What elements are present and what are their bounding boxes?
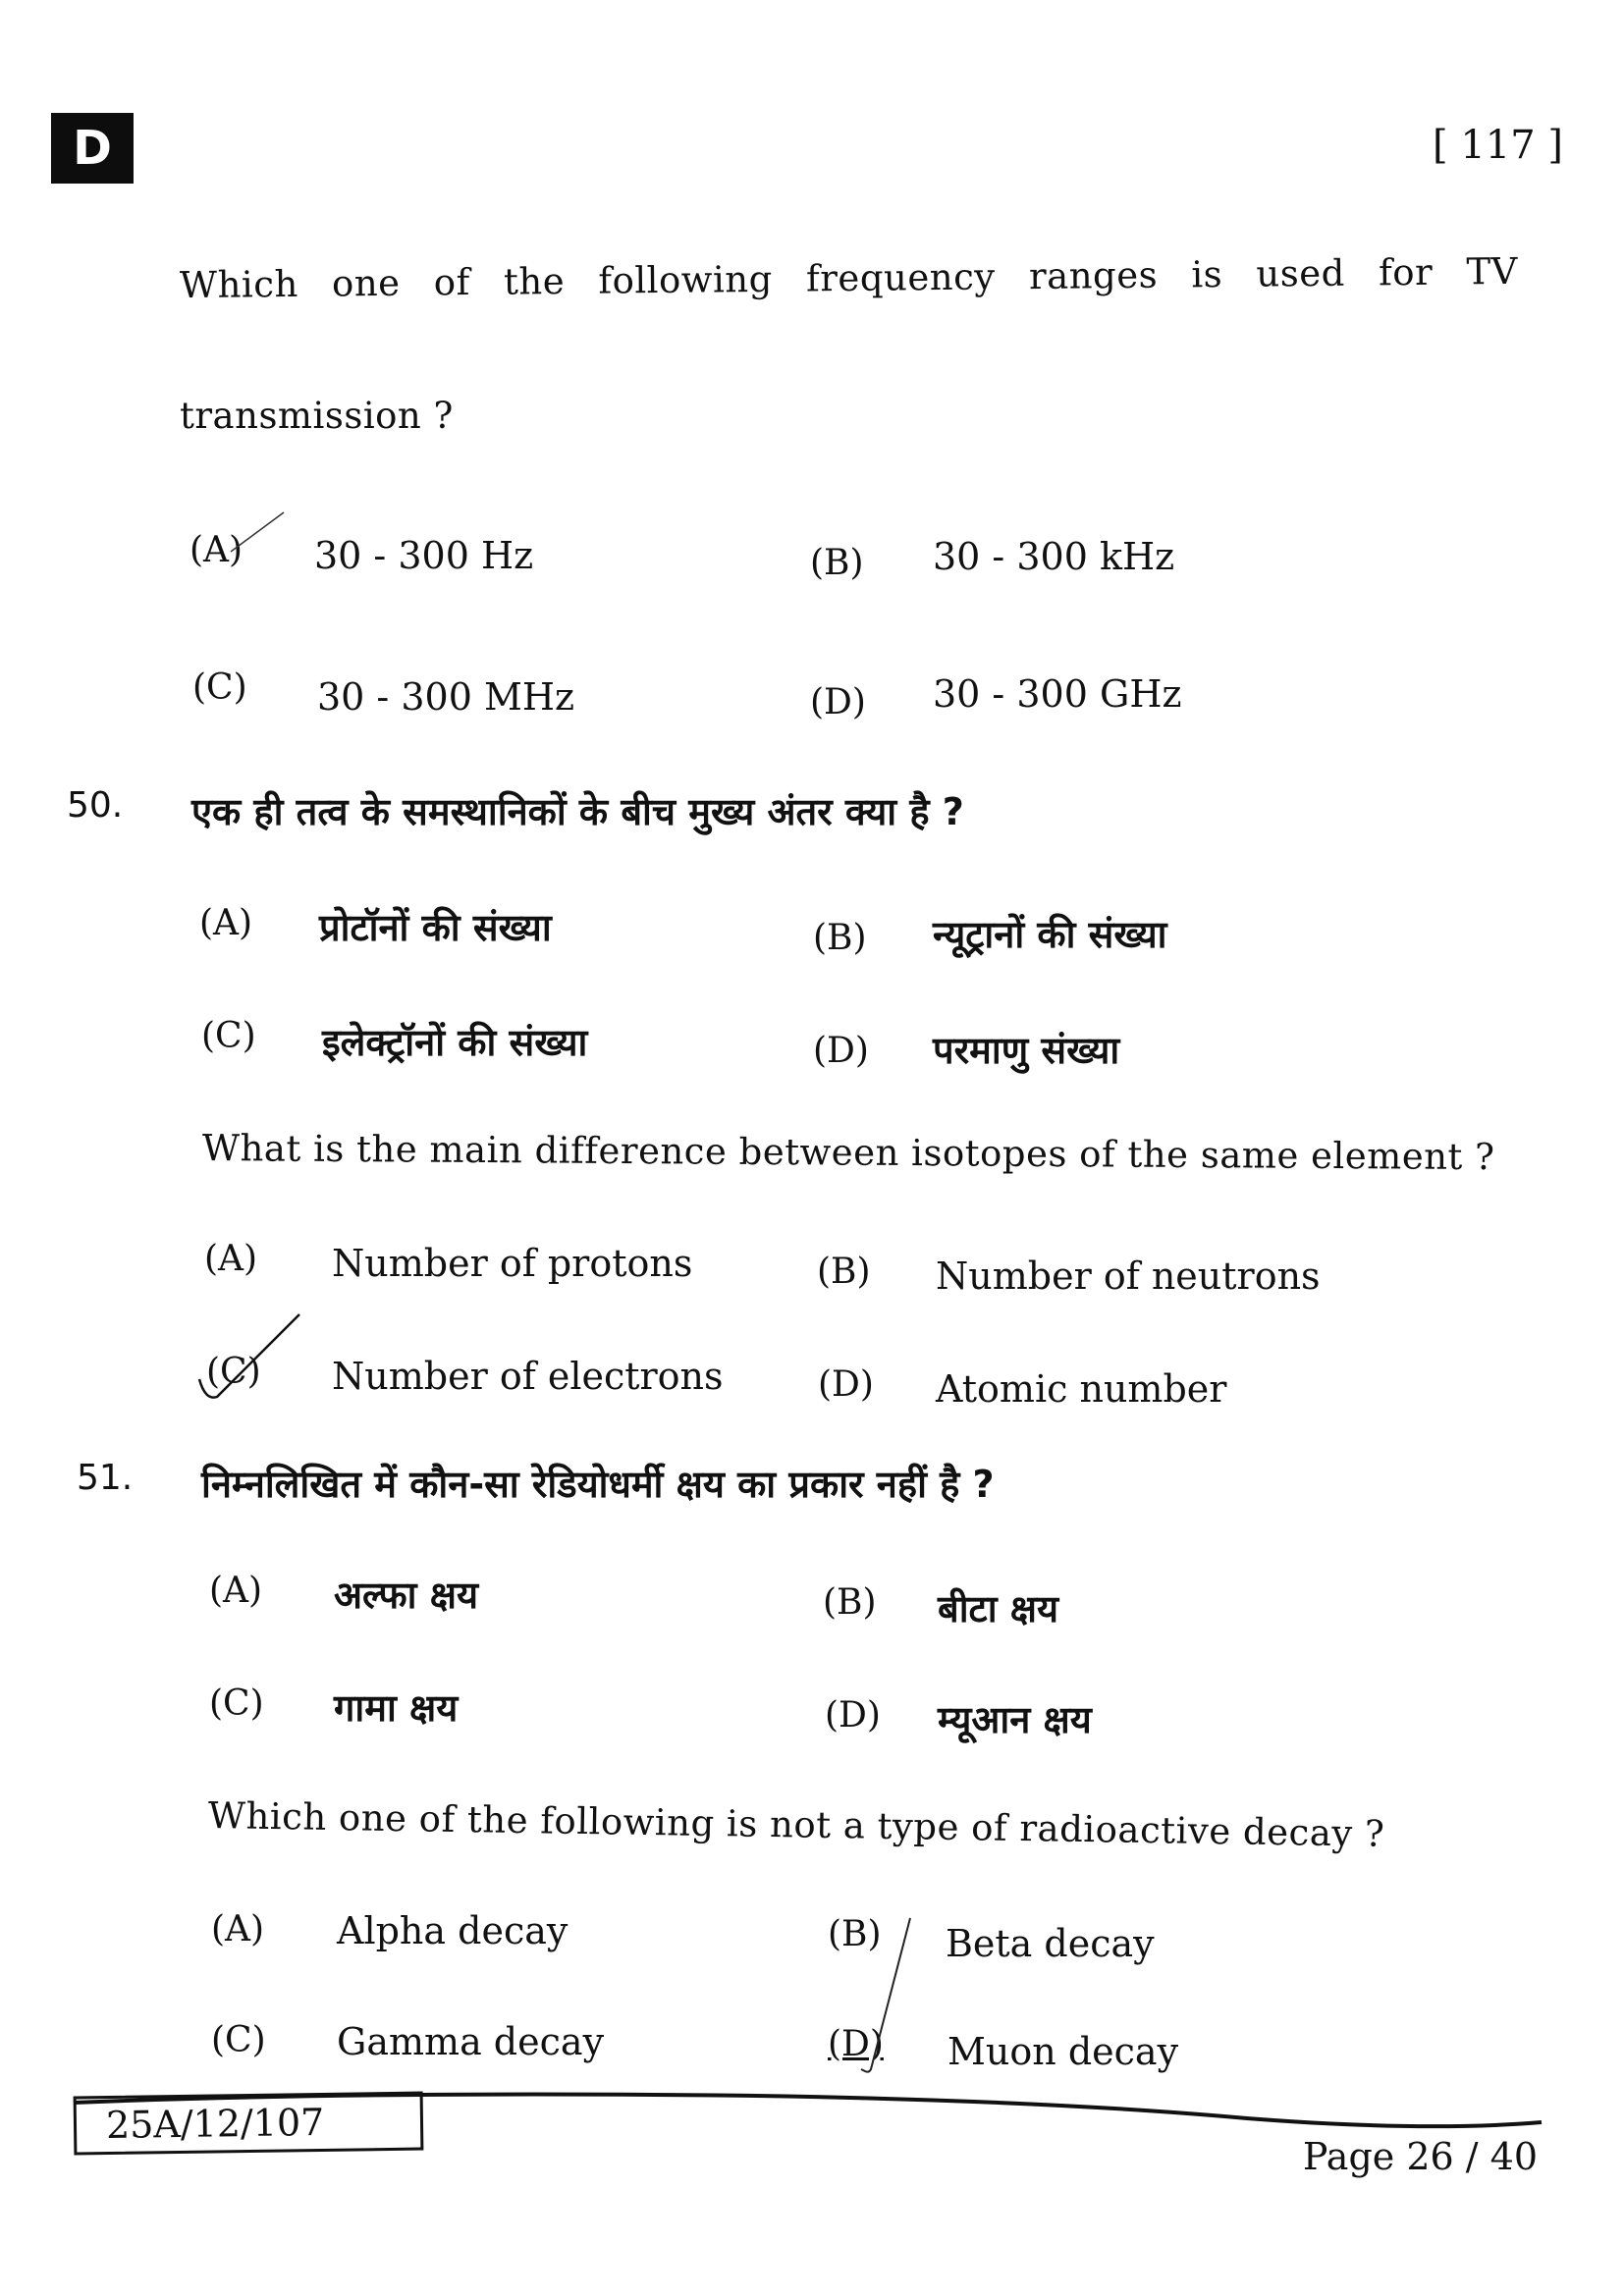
- q49-option-a-text: 30 - 300 Hz: [314, 534, 534, 577]
- q51-option-c-text: Gamma decay: [337, 2020, 605, 2063]
- q51-option-d-label: (D): [828, 2024, 884, 2064]
- q50-hindi-option-a-label: (A): [199, 903, 253, 943]
- q51-hindi-option-c-label: (C): [209, 1683, 264, 1724]
- q50-hindi-option-d-label: (D): [813, 1031, 869, 1071]
- q51-option-a-label: (A): [211, 1909, 265, 1949]
- q50-hindi-option-b-text: न्यूट्रानों की संख्या: [933, 913, 1167, 956]
- q50-hindi-option-c-text: इलेक्ट्रॉनों की संख्या: [322, 1021, 588, 1064]
- q50-hindi-option-b-label: (B): [813, 918, 867, 958]
- q50-option-d-label: (D): [818, 1364, 874, 1405]
- q49-option-b-text: 30 - 300 kHz: [933, 535, 1175, 578]
- q50-hindi-option-c-label: (C): [201, 1016, 256, 1056]
- q49-option-c-label: (C): [192, 667, 247, 708]
- q49-option-d-text: 30 - 300 GHz: [933, 672, 1182, 716]
- question-50-english: What is the main difference between isotopes of the same element ?: [201, 1127, 1495, 1179]
- q50-hindi-option-d-text: परमाणु संख्या: [933, 1029, 1120, 1072]
- q51-option-b-text: Beta decay: [946, 1922, 1155, 1965]
- q50-option-b-text: Number of neutrons: [936, 1255, 1321, 1298]
- q51-hindi-option-d-text: म्यूआन क्षय: [938, 1698, 1092, 1741]
- q50-option-d-text: Atomic number: [936, 1367, 1227, 1411]
- q51-hindi-option-a-label: (A): [209, 1571, 263, 1611]
- q51-option-c-label: (C): [211, 2020, 266, 2060]
- question-51-number: 51.: [77, 1458, 134, 1498]
- booklet-code: [ 117 ]: [1433, 123, 1563, 168]
- paper-code-box: 25A/12/107: [74, 2092, 424, 2156]
- question-49-english-line2: transmission ?: [180, 395, 454, 437]
- q49-option-c-text: 30 - 300 MHz: [317, 675, 575, 719]
- q50-option-c-label: (C): [206, 1352, 261, 1392]
- q49-option-b-label: (B): [810, 543, 864, 583]
- q50-option-c-text: Number of electrons: [332, 1355, 724, 1398]
- set-code-badge: D: [51, 113, 134, 184]
- question-49-english-line1: Which one of the following frequency ranges is used for TV: [179, 249, 1519, 307]
- q50-hindi-option-a-text: प्रोटॉनों की संख्या: [319, 906, 552, 949]
- q51-option-a-text: Alpha decay: [337, 1909, 568, 1952]
- q51-hindi-option-b-text: बीटा क्षय: [938, 1587, 1059, 1630]
- question-51-english: Which one of the following is not a type of radioactive decay ?: [207, 1794, 1385, 1855]
- q49-option-a-label: (A): [189, 530, 244, 570]
- q50-option-b-label: (B): [817, 1252, 871, 1292]
- q49-option-d-label: (D): [810, 682, 866, 722]
- q50-option-a-text: Number of protons: [332, 1242, 693, 1285]
- q51-hindi-option-d-label: (D): [825, 1695, 881, 1735]
- q51-hindi-option-c-text: गामा क्षय: [334, 1686, 459, 1730]
- q51-hindi-option-a-text: अल्फा क्षय: [334, 1574, 478, 1617]
- question-50-hindi: एक ही तत्व के समस्थानिकों के बीच मुख्य अंतर क्या है ?: [191, 790, 964, 833]
- question-50-number: 50.: [67, 785, 124, 826]
- q51-hindi-option-b-label: (B): [823, 1582, 877, 1623]
- page-number: Page 26 / 40: [1302, 2135, 1538, 2178]
- q51-option-b-label: (B): [828, 1914, 882, 1954]
- question-51-hindi: निम्नलिखित में कौन-सा रेडियोधर्मी क्षय का प्रकार नहीं है ?: [201, 1463, 995, 1506]
- q51-option-d-text: Muon decay: [947, 2030, 1179, 2073]
- q50-option-a-label: (A): [204, 1239, 258, 1279]
